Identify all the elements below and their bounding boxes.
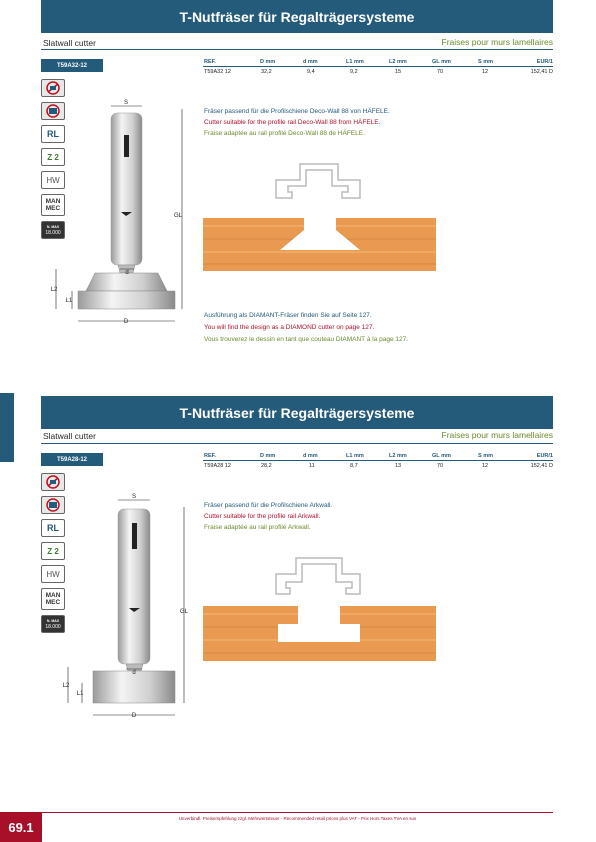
spec-value-row — [203, 67, 553, 76]
col-price: EUR/1 — [536, 59, 553, 65]
profile-rail-diagram — [200, 554, 440, 664]
description — [204, 106, 390, 139]
col-d-big: D mm — [260, 453, 276, 459]
spec-value-row — [203, 461, 553, 470]
footer-rule — [42, 812, 553, 813]
cell-gl: 70 — [437, 69, 444, 75]
section-2-subheading — [43, 430, 553, 443]
dim-big-d-label: D — [131, 713, 137, 719]
subheading-en: Slatwall cutter — [43, 431, 96, 441]
spec-table — [203, 57, 553, 76]
man-label: MAN — [45, 592, 61, 599]
description-de: Fräser passend für die Profilschiene Deco-Wall 88 von HÄFELE. — [204, 108, 390, 115]
man-label: MAN — [45, 198, 61, 205]
dim-l1-label: L1 — [65, 298, 73, 304]
col-l1: L1 mm — [346, 453, 364, 459]
section-2-rule — [41, 443, 553, 444]
dim-l2-label: L2 — [62, 683, 70, 689]
cell-l1: 9,2 — [350, 69, 358, 75]
dim-d-label: d — [125, 270, 129, 276]
dim-l2-label: L2 — [50, 287, 58, 293]
dim-big-d-label: D — [123, 319, 129, 325]
spec-header-row — [203, 451, 553, 461]
subheading-fr: Fraises pour murs lamellaires — [441, 37, 553, 47]
diamond-note — [204, 310, 408, 346]
cell-gl: 70 — [437, 463, 444, 469]
col-s: S mm — [478, 453, 493, 459]
rpm-value: 18.000 — [45, 624, 61, 630]
col-price: EUR/1 — [536, 453, 553, 459]
description-en: Cutter suitable for the profile rail Arkwall. — [204, 513, 321, 520]
rpm-label: N. MAX — [46, 619, 60, 623]
cell-l2: 13 — [395, 463, 402, 469]
profile-rail-diagram — [200, 160, 440, 270]
side-tab — [0, 393, 14, 462]
description — [204, 500, 332, 533]
description-fr: Fraise adaptée au rail profilé Arkwall. — [204, 524, 311, 531]
cutter-drawing — [60, 489, 200, 719]
dim-gl-label: GL — [179, 609, 189, 615]
rotation-rl-icon: RL — [41, 519, 65, 537]
col-l2: L2 mm — [389, 59, 407, 65]
section-1-title: T-Nutfräser für Regalträgersysteme — [41, 0, 553, 33]
teeth-z2-icon: Z 2 — [41, 542, 65, 560]
col-ref: REF. — [204, 59, 216, 65]
cutter-drawing — [45, 95, 188, 325]
cell-price: 152,41 D — [530, 463, 553, 469]
mec-label: MEC — [45, 599, 61, 606]
description-de: Fräser passend für die Profilschiene Arkwall. — [204, 502, 333, 509]
col-s: S mm — [478, 59, 493, 65]
product-tag: T59A28-12 — [41, 453, 103, 466]
rpm-value: 18.000 — [45, 230, 61, 236]
cell-l2: 15 — [395, 69, 402, 75]
note-de: Ausführung als DIAMANT-Fräser finden Sie auf Seite 127. — [204, 312, 372, 319]
col-ref: REF. — [204, 453, 216, 459]
col-l1: L1 mm — [346, 59, 364, 65]
note-en: You will find the design as a DIAMOND cutter on page 127. — [204, 324, 375, 331]
spec-table — [203, 451, 553, 470]
cell-ref: T59A32 12 — [204, 69, 231, 75]
description-fr: Fraise adaptée au rail profilé Deco-Wall 88 de HÄFELE. — [204, 130, 365, 137]
subheading-en: Slatwall cutter — [43, 38, 96, 48]
cell-d-big: 28,2 — [261, 463, 272, 469]
page-number: 69.1 — [0, 812, 42, 842]
dim-l1-label: L1 — [76, 691, 84, 697]
cell-ref: T59A28 12 — [204, 463, 231, 469]
section-1-rule — [41, 49, 553, 50]
col-gl: GL mm — [432, 453, 451, 459]
section-2-title: T-Nutfräser für Regalträgersysteme — [41, 396, 553, 429]
dim-s-label: S — [123, 100, 129, 106]
cell-d-small: 9,4 — [307, 69, 315, 75]
col-d-small: d mm — [303, 59, 318, 65]
col-d-small: d mm — [303, 453, 318, 459]
subheading-fr: Fraises pour murs lamellaires — [441, 430, 553, 440]
spec-header-row — [203, 57, 553, 67]
cell-s: 12 — [482, 463, 489, 469]
dim-gl-label: GL — [173, 213, 183, 219]
note-fr: Vous trouverez le dessin en tant que couteau DIAMANT à la page 127. — [204, 336, 409, 343]
col-l2: L2 mm — [389, 453, 407, 459]
cell-d-big: 32,2 — [261, 69, 272, 75]
hardmetal-hw-icon: HW — [41, 171, 65, 189]
cell-l1: 8,7 — [350, 463, 358, 469]
dim-d-label: d — [132, 670, 136, 676]
col-gl: GL mm — [432, 59, 451, 65]
rotation-rl-icon: RL — [41, 125, 65, 143]
mec-label: MEC — [45, 205, 61, 212]
rpm-label: N. MAX — [46, 225, 60, 229]
cell-d-small: 11 — [309, 463, 315, 469]
footer-note: Unverbindl. Preisempfehlung zzgl. Mehrwertsteuer - Recommended retail prices plus VAT - Prix Hors Taxes TVA en sus — [178, 816, 417, 821]
dim-s-label: S — [131, 494, 137, 500]
description-en: Cutter suitable for the profile rail Deco-Wall 88 from HÄFELE. — [204, 119, 381, 126]
cell-price: 152,41 D — [530, 69, 553, 75]
col-d-big: D mm — [260, 59, 276, 65]
teeth-z2-icon: Z 2 — [41, 148, 65, 166]
hardmetal-hw-icon: HW — [41, 565, 65, 583]
cell-s: 12 — [482, 69, 489, 75]
product-tag: T59A32-12 — [41, 59, 103, 72]
